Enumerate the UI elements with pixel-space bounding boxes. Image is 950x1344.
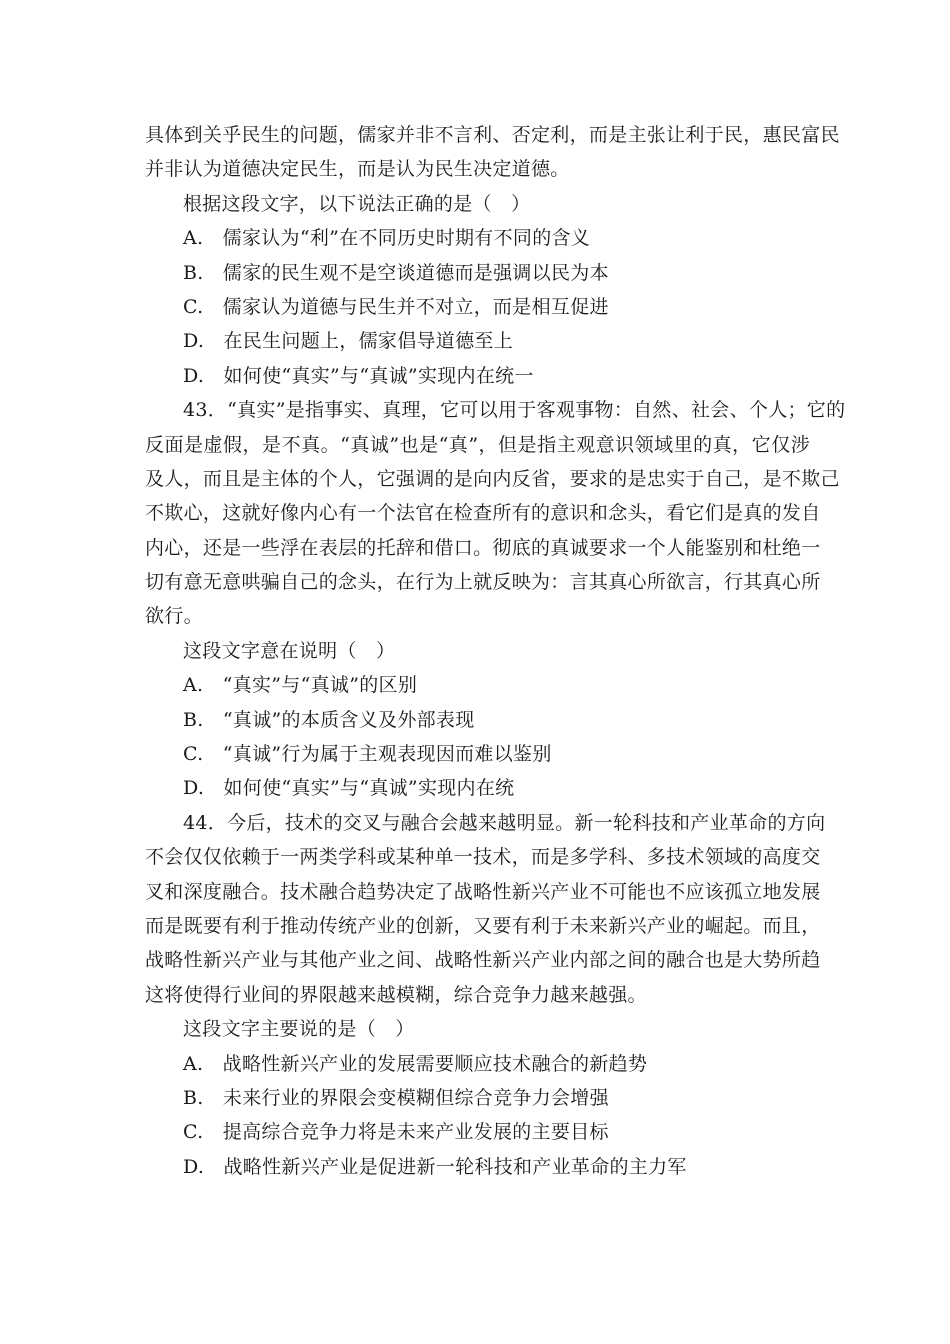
passage-line: 叉和深度融合。技术融合趋势决定了战略性新兴产业不可能也不应该孤立地发展 <box>145 880 821 903</box>
passage-line: 欲行。 <box>145 605 203 628</box>
q44-passage <box>145 806 826 1012</box>
option-d: D. 如何使“真实”与“真诚”实现内在统 <box>183 777 515 800</box>
q43-options <box>145 668 810 806</box>
option-d: D. 在民生问题上，儒家倡导道德至上 <box>183 330 513 353</box>
option-c: C. 儒家认为道德与民生并不对立，而是相互促进 <box>183 295 609 318</box>
passage-line: 具体到关乎民生的问题，儒家并非不言利、否定利，而是主张让利于民，惠民富民 <box>145 124 840 146</box>
passage-line: 切有意无意哄骗自己的念头，在行为上就反映为：言其真心所欲言，行其真心所 <box>145 571 821 594</box>
option-d: D. 战略性新兴产业是促进新一轮科技和产业革命的主力军 <box>183 1155 687 1178</box>
q43-passage <box>145 393 846 634</box>
passage-line: 而是既要有利于推动传统产业的创新，又要有利于未来新兴产业的崛起。而且， <box>145 914 821 937</box>
passage-line: 44．今后，技术的交叉与融合会越来越明显。新一轮科技和产业革命的方向 <box>183 811 826 834</box>
q42-question: 根据这段文字，以下说法正确的是（ ） <box>183 192 531 215</box>
option-a: A. 战略性新兴产业的发展需要顺应技术融合的新趋势 <box>183 1052 648 1075</box>
option-a: A. 儒家认为“利”在不同历史时期有不同的含义 <box>183 227 591 250</box>
passage-line: 反面是虚假，是不真。“真诚”也是“真”，但是指主观意识领域里的真，它仅涉 <box>145 433 810 456</box>
q42-options <box>145 221 810 393</box>
passage-line: 及人，而且是主体的个人，它强调的是向内反省，要求的是忠实于自己，是不欺己 <box>145 467 840 490</box>
q44-options <box>145 1047 810 1185</box>
option-b: B. 儒家的民生观不是空谈道德而是强调以民为本 <box>183 261 609 284</box>
q44-question: 这段文字主要说的是（ ） <box>183 1018 415 1041</box>
option-b: B. 未来行业的界限会变模糊但综合竞争力会增强 <box>183 1086 609 1109</box>
option-c: C. “真诚”行为属于主观表现因而难以鉴别 <box>183 743 552 766</box>
q43-question: 这段文字意在说明（ ） <box>183 639 396 662</box>
passage-line: 内心，还是一些浮在表层的托辞和借口。彻底的真诚要求一个人能鉴别和杜绝一 <box>145 536 821 559</box>
document-page <box>145 118 846 1184</box>
passage-line: 战略性新兴产业与其他产业之间、战略性新兴产业内部之间的融合也是大势所趋 <box>145 949 821 972</box>
passage-line: 不欺心，这就好像内心有一个法官在检查所有的意识和念头，看它们是真的发自 <box>145 502 821 525</box>
passage-line: 并非认为道德决定民生，而是认为民生决定道德。 <box>145 158 570 181</box>
passage-line: 43．“真实”是指事实、真理，它可以用于客观事物：自然、社会、个人；它的 <box>183 399 846 422</box>
q42-passage <box>145 118 840 187</box>
passage-line: 不会仅仅依赖于一两类学科或某种单一技术，而是多学科、多技术领域的高度交 <box>145 846 821 869</box>
option-c: C. 提高综合竞争力将是未来产业发展的主要目标 <box>183 1121 609 1144</box>
passage-line: 这将使得行业间的界限越来越模糊，综合竞争力越来越强。 <box>145 983 647 1006</box>
option-b: B. “真诚”的本质含义及外部表现 <box>183 708 475 731</box>
option-a: A. “真实”与“真诚”的区别 <box>183 674 418 697</box>
option-d-extra: D. 如何使“真实”与“真诚”实现内在统一 <box>183 364 534 387</box>
